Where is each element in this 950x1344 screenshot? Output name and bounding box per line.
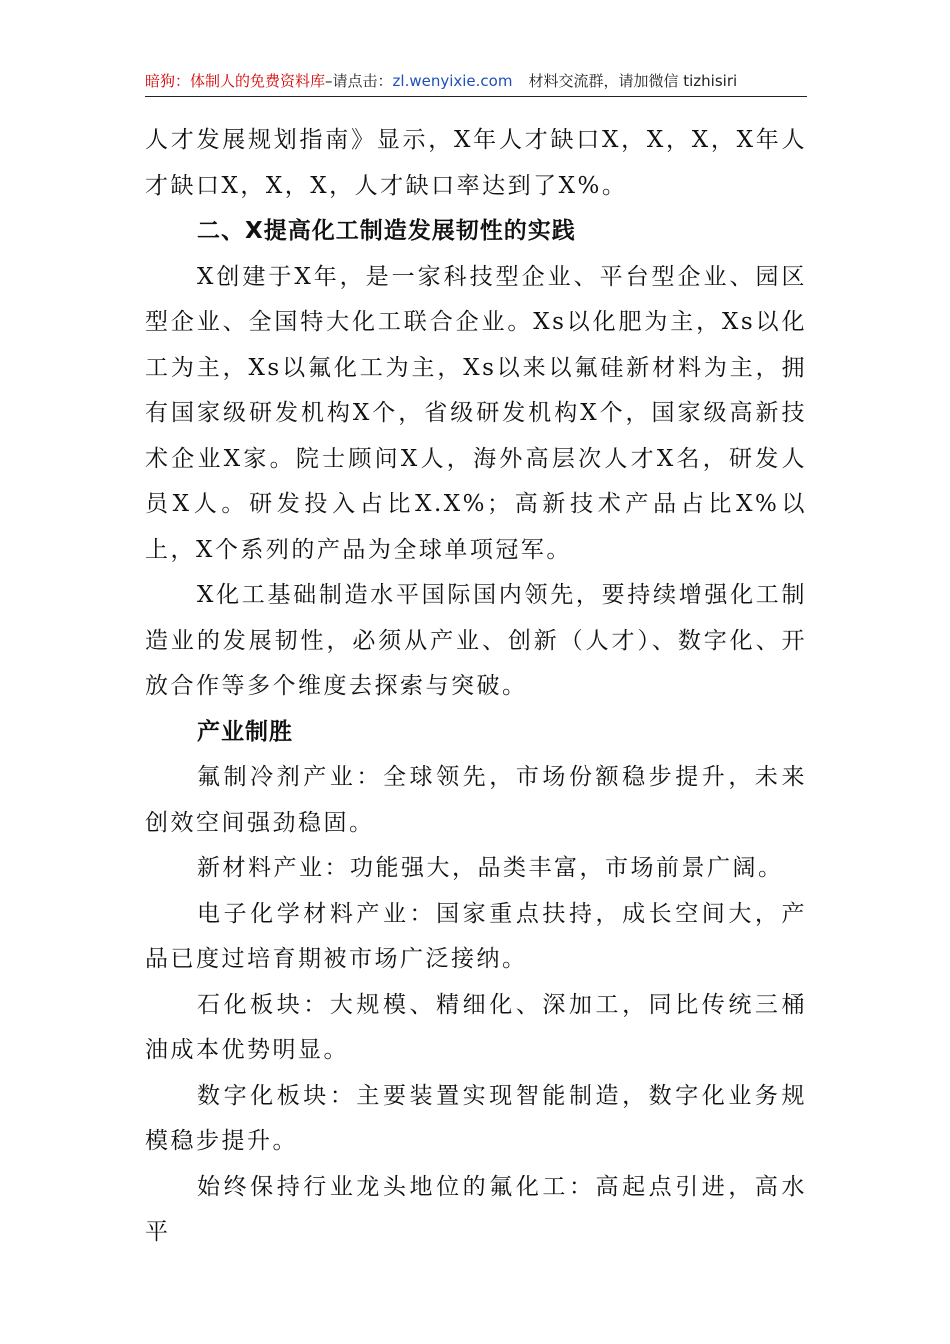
paragraph-continuation: 人才发展规划指南》显示，X年人才缺口X，X，X，X年人才缺口X，X，X，人才缺口率达到了X%。 xyxy=(145,127,807,199)
header-divider xyxy=(145,96,807,97)
paragraph-refrigerant: 氟制冷剂产业：全球领先，市场份额稳步提升，未来创效空间强劲稳固。 xyxy=(145,764,807,836)
page-header xyxy=(145,66,807,96)
section-heading: 二、X提高化工制造发展韧性的实践 xyxy=(197,218,576,244)
document-body xyxy=(145,118,807,1256)
paragraph-digital: 数字化板块：主要装置实现智能制造，数字化业务规模稳步提升。 xyxy=(145,1082,807,1154)
header-prompt: –请点击： xyxy=(325,72,393,90)
paragraph-fluorochemical: 始终保持行业龙头地位的氟化工：高起点引进，高水平 xyxy=(145,1173,807,1245)
paragraph-petrochemical: 石化板块：大规模、精细化、深加工，同比传统三桶油成本优势明显。 xyxy=(145,991,807,1063)
header-brand: 暗狗：体制人的免费资料库 xyxy=(145,72,326,90)
paragraph-dimensions: X化工基础制造水平国际国内领先，要持续增强化工制造业的发展韧性，必须从产业、创新（人才）、数字化、开放合作等多个维度去探索与突破。 xyxy=(145,582,807,699)
header-group-info: 材料交流群，请加微信 tizhisiri xyxy=(528,72,738,90)
paragraph-electronic-chemicals: 电子化学材料产业：国家重点扶持，成长空间大，产品已度过培育期被市场广泛接纳。 xyxy=(145,900,807,972)
paragraph-company-intro: X创建于X年，是一家科技型企业、平台型企业、园区型企业、全国特大化工联合企业。Xs以化肥为主，Xs以化工为主，Xs以氟化工为主，Xs以来以氟硅新材料为主，拥有国家级研发机构X个，省级研发机构X个，国家级高新技术企业X家。院士顾问X人，海外高层次人才X名，研发人员X人。研发投入占比X.X%；高新技术产品占比X%以上，X个系列的产品为全球单项冠军。 xyxy=(145,263,807,563)
header-site-link[interactable]: zl.wenyixie.com xyxy=(392,72,513,90)
subsection-heading: 产业制胜 xyxy=(197,718,293,745)
paragraph-new-materials: 新材料产业：功能强大，品类丰富，市场前景广阔。 xyxy=(197,855,784,881)
